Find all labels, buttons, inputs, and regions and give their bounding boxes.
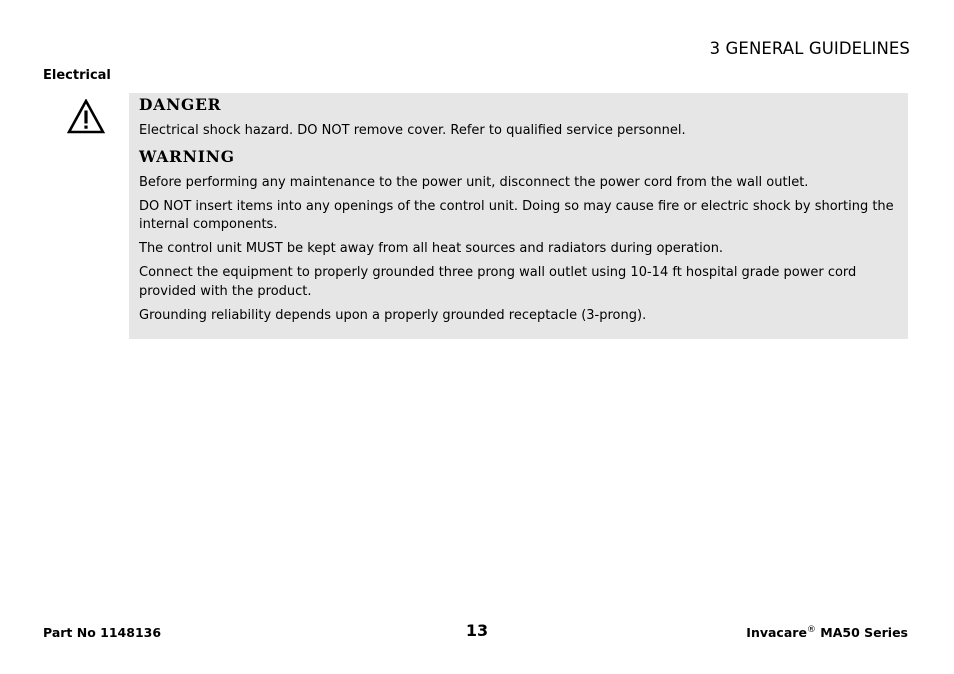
warning-paragraph: Grounding reliability depends upon a properly grounded receptacle (3-prong). [139,307,647,323]
section-header: 3 GENERAL GUIDELINES [709,39,910,58]
series-name: MA50 Series [820,625,908,641]
warning-heading: WARNING [139,146,235,166]
warning-paragraph: DO NOT insert items into any openings of the control unit. Doing so may cause fire or electric shock by shorting the internal components. [139,198,894,232]
safety-notice-box [129,93,908,339]
subsection-label: Electrical [43,68,111,83]
product-name [746,625,908,640]
warning-triangle-icon [67,99,105,134]
warning-paragraph: The control unit MUST be kept away from all heat sources and radiators during operation. [139,241,724,256]
brand-name: Invacare [746,625,807,641]
warning-paragraph: Connect the equipment to properly grounded three prong wall outlet using 10-14 ft hospital grade power cord provided with the product. [139,265,857,299]
part-number: Part No 1148136 [43,625,162,640]
warning-paragraph: Before performing any maintenance to the power unit, disconnect the power cord from the wall outlet. [139,174,809,190]
danger-heading: DANGER [139,95,222,114]
page-number: 13 [465,621,489,640]
danger-text: Electrical shock hazard. DO NOT remove cover. Refer to qualified service personnel. [139,123,686,138]
registered-mark: ® [806,625,816,635]
